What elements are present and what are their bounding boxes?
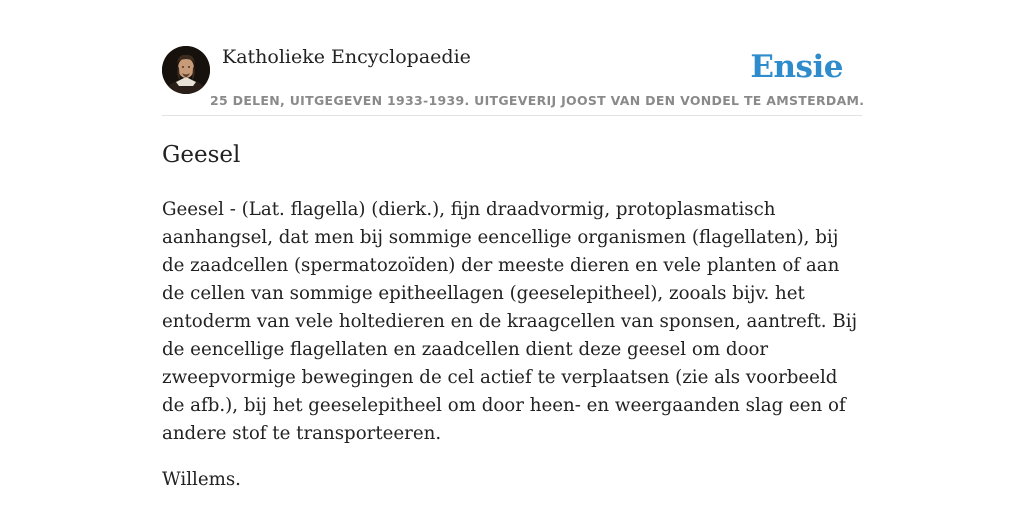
article-body: Geesel - (Lat. flagella) (dierk.), fijn draadvormig, protoplasmatisch aanhangsel, dat men bij sommige eencellige organismen (flagellaten), bij de zaadcellen (spermatozoïden) der meeste dieren en vele planten of aan de cellen van sommige epitheellagen (geeselepitheel), zooals bijv. het entoderm van vele holtedieren en de kraagcellen van sponsen, aantreft. Bij de eencellige flagellaten en zaadcellen dient deze geesel om door zweepvormige bewegingen de cel actief te verplaatsen (zie als voorbeeld de afb.), bij het geeselepitheel om door heen- en weergaanden slag een of andere stof te transporteeren. (162, 199, 858, 444)
portrait-avatar-icon[interactable] (162, 46, 210, 94)
ensie-logo[interactable]: Ensie (750, 49, 843, 85)
source-title[interactable]: Katholieke Encyclopaedie (222, 46, 471, 68)
source-header (162, 46, 865, 116)
article (162, 138, 862, 494)
article-author: Willems. (162, 469, 241, 490)
article-title: Geesel (162, 142, 241, 168)
source-subtitle: 25 DELEN, UITGEGEVEN 1933-1939. UITGEVERIJ JOOST VAN DEN VONDEL TE AMSTERDAM. (210, 93, 865, 108)
